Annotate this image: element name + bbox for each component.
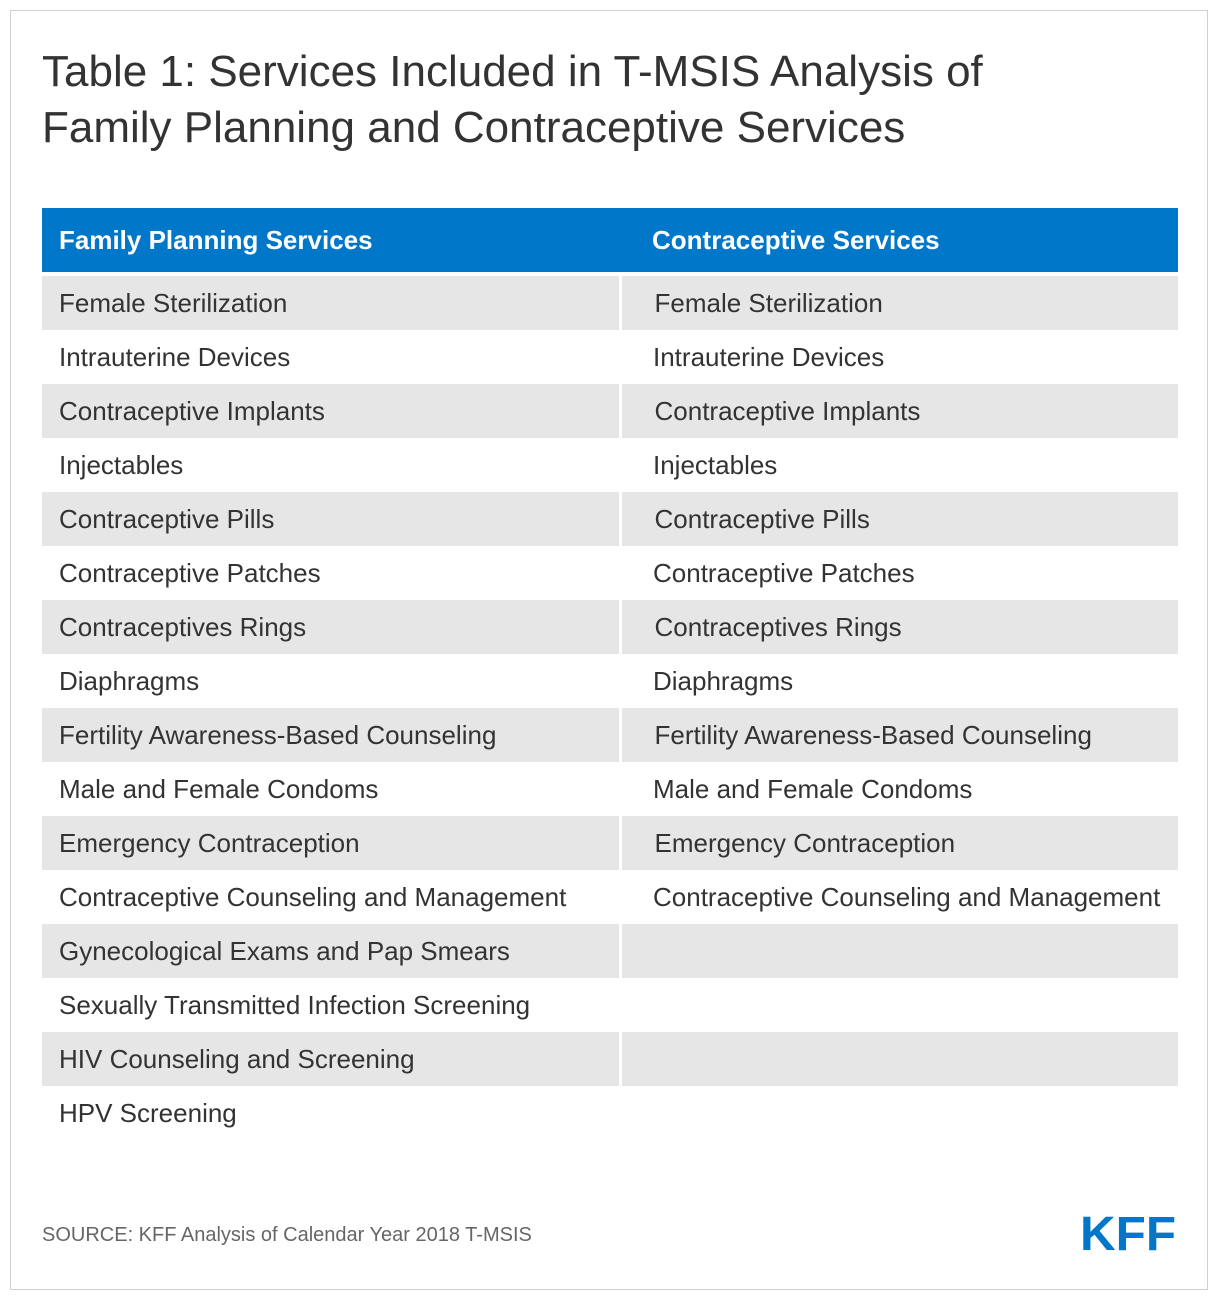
contraceptive-cell [620,1032,1178,1086]
table-row [42,762,1178,816]
table-row [42,1032,1178,1086]
table-body [42,276,1178,1140]
header-family-planning-services: Family Planning Services [42,208,620,272]
table-row [42,546,1178,600]
contraceptive-cell: Contraceptive Pills [620,492,1178,546]
family-planning-cell: Male and Female Condoms [59,774,379,804]
family-planning-cell: Diaphragms [59,666,200,696]
contraceptive-cell: Contraceptive Counseling and Management [653,882,1161,912]
family-planning-cell: Emergency Contraception [42,816,620,870]
table-row [42,330,1178,384]
table-row [42,1086,1178,1140]
contraceptive-cell: Contraceptives Rings [620,600,1178,654]
table-row [42,654,1178,708]
table-row [42,276,1178,330]
table-title-line-2: Family Planning and Contraceptive Services [42,103,906,152]
table-row [42,600,1178,654]
family-planning-cell: HIV Counseling and Screening [42,1032,620,1086]
family-planning-cell: Contraceptive Counseling and Management [59,882,567,912]
family-planning-cell: HPV Screening [59,1098,237,1128]
contraceptive-cell: Female Sterilization [620,276,1178,330]
table-title-line-1: Table 1: Services Included in T-MSIS Analysis of [42,47,983,96]
table-title [42,44,1182,156]
contraceptive-cell: Injectables [653,450,778,480]
table-row [42,978,1178,1032]
family-planning-cell: Contraceptive Pills [42,492,620,546]
family-planning-cell: Contraceptive Patches [59,558,321,588]
family-planning-cell: Contraceptives Rings [42,600,620,654]
contraceptive-cell [620,924,1178,978]
contraceptive-cell [620,1086,1178,1140]
table-row [42,492,1178,546]
family-planning-cell: Intrauterine Devices [59,342,291,372]
table-row [42,870,1178,924]
family-planning-cell: Female Sterilization [42,276,620,330]
family-planning-cell: Contraceptive Implants [42,384,620,438]
contraceptive-cell: Contraceptive Patches [653,558,915,588]
table-row [42,708,1178,762]
contraceptive-cell: Diaphragms [653,666,794,696]
contraceptive-cell: Contraceptive Implants [620,384,1178,438]
contraceptive-cell: Intrauterine Devices [653,342,885,372]
table-row [42,384,1178,438]
family-planning-cell: Sexually Transmitted Infection Screening [59,990,531,1020]
header-contraceptive-services: Contraceptive Services [620,208,1178,272]
kff-logo [1078,1210,1178,1254]
services-table [42,208,1178,1140]
table-row [42,438,1178,492]
contraceptive-cell: Emergency Contraception [620,816,1178,870]
table-row [42,816,1178,870]
contraceptive-cell [620,978,1178,1032]
table-row [42,924,1178,978]
table-header-row [42,208,1178,272]
family-planning-cell: Fertility Awareness-Based Counseling [42,708,620,762]
contraceptive-cell: Male and Female Condoms [653,774,973,804]
family-planning-cell: Injectables [59,450,184,480]
kff-logo-text: KFF [1080,1210,1176,1254]
family-planning-cell: Gynecological Exams and Pap Smears [42,924,620,978]
contraceptive-cell: Fertility Awareness-Based Counseling [620,708,1178,762]
source-note: SOURCE: KFF Analysis of Calendar Year 2018 T-MSIS [42,1224,532,1246]
